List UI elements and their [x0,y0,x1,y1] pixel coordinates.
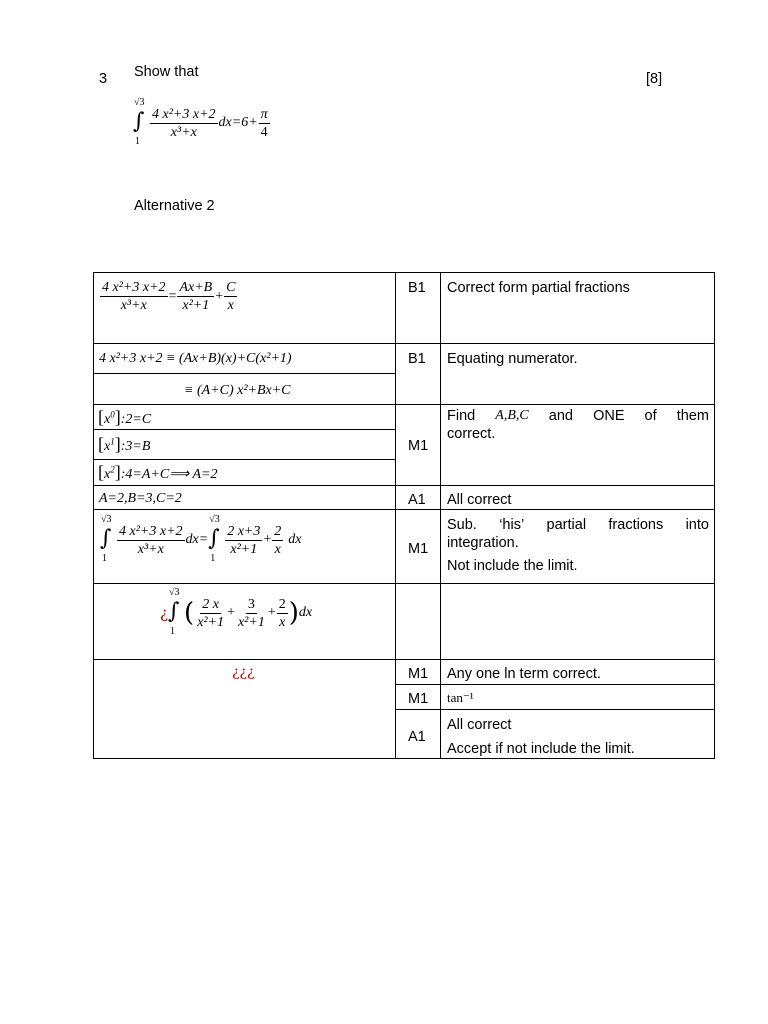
mark-row-7: M1 [408,666,429,682]
comment-row-4: All correct [447,492,512,508]
mark-row-2: B1 [408,351,426,367]
integrand-fraction: $\frac{\text{4 x²+3 x+2}}{\text{x³+x}}$ [152,106,216,140]
comment-row-8: tan⁻¹ [447,690,474,705]
comment-row-3: Find A,B,C and ONE of them [447,408,709,424]
all-values: A=2,B=3,C=2 [99,491,182,506]
equating-line-2: ≡ (A+C) x²+Bx+C [184,383,291,398]
comment-row-1: Correct form partial fractions [447,280,630,296]
mark-row-9: A1 [408,729,426,745]
comment-row-3-cont: correct. [447,426,496,442]
result-placeholder: ¿¿¿ [232,664,255,680]
question-prompt: Show that [134,64,199,80]
comment-row-7: Any one ln term correct. [447,666,601,682]
comment-row-9-note: Accept if not include the limit. [447,741,635,757]
comment-row-2: Equating numerator. [447,351,578,367]
mark-row-1: B1 [408,280,426,296]
substituted-integral: √3 ∫ 1 $\frac{\text{4 x²+3 x+2}}{\text{x³+x}}$ dx= √3 ∫ 1 $\frac{2 x+3}{\text{x²+1}}$ + $\frac{2}{x}$ dx [100,514,302,564]
mark-row-3: M1 [408,438,429,454]
pi-over-four: $\frac{\pi}{4}$ [260,106,268,140]
partial-fraction-form: $\frac{\text{4 x²+3 x+2}}{\text{x³+x}}$ = $\frac{Ax+B}{\text{x²+1}}$ + $\frac{C}{x}$ [102,280,236,313]
coef-x1: $[x^1]:3=B$ [98,434,151,454]
equating-line-1: 4 x²+3 x+2 ≡ (Ax+B)(x)+C(x²+1) [99,351,292,366]
comment-row-5-cont: integration. [447,535,519,551]
integral-sign: √3 ∫ 1 [133,97,145,147]
comment-row-5: Sub. ‘his’ partial fractions into [447,517,709,533]
coef-x2: $[x^2]:4=A+C⟹$ A=2 [98,462,218,482]
mark-row-8: M1 [408,691,429,707]
question-integral [133,97,271,147]
question-number: 3 [99,71,108,87]
mark-row-5: M1 [408,541,429,557]
comment-row-5-note: Not include the limit. [447,558,578,574]
marks-total: [8] [646,71,663,87]
coef-x0: $[x^0]:2=C$ [98,407,152,427]
split-integral: ¿ √3 ∫ 1 ( $\frac{2 x}{\text{x²+1}}$ + $\frac{3}{\text{x²+1}}$ + $\frac{2}{x}$ ) dx [160,587,313,637]
alternative-label: Alternative 2 [134,198,215,214]
rhs-prefix: dx=6+ [218,115,258,130]
comment-row-9: All correct [447,717,512,733]
mark-row-4: A1 [408,492,426,508]
